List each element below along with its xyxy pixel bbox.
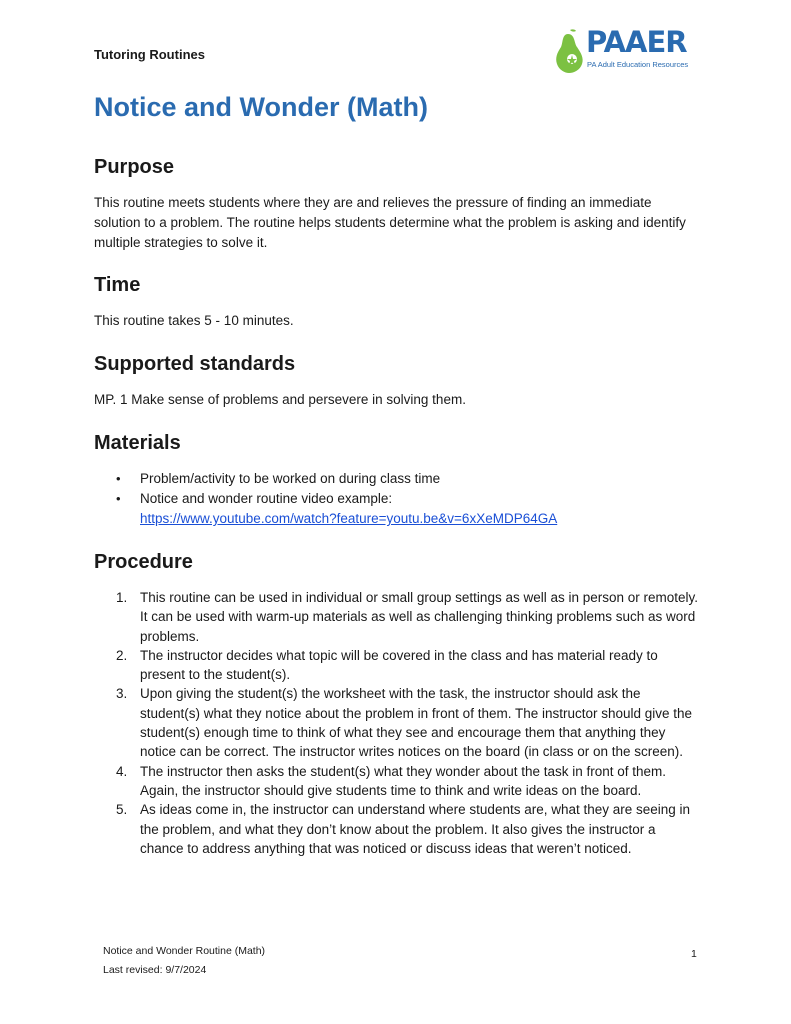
page-footer (103, 942, 265, 980)
step-number: 3. (116, 686, 128, 702)
logo-subtitle: PA Adult Education Resources (587, 60, 689, 69)
list-item (94, 800, 699, 858)
step-text: The instructor decides what topic will be covered in the class and has material ready to present to the student(s). (140, 647, 658, 683)
list-item (94, 646, 699, 685)
footer-revised-date: Last revised: 9/7/2024 (103, 964, 207, 976)
standards-heading: Supported standards (94, 353, 296, 375)
list-item (94, 469, 699, 489)
logo-wordmark: PAAER (586, 25, 687, 59)
list-item (94, 762, 699, 801)
bullet-icon: • (116, 491, 121, 506)
materials-heading: Materials (94, 432, 181, 454)
material-item-text: Problem/activity to be worked on during class time (140, 471, 441, 486)
standards-text: MP. 1 Make sense of problems and persevere in solving them. (94, 392, 466, 407)
procedure-list (94, 588, 699, 858)
step-number: 2. (116, 647, 128, 663)
page-number: 1 (691, 948, 697, 960)
bullet-icon: • (116, 471, 121, 486)
list-item (94, 489, 699, 529)
step-text: This routine can be used in individual or small group settings as well as in person or remotely. It can be used with warm-up materials as well as challenging thinking problems such as word problems. (140, 590, 699, 644)
materials-list (94, 469, 699, 529)
procedure-heading: Procedure (94, 551, 193, 573)
step-text: Upon giving the student(s) the worksheet with the task, the instructor should ask the student(s) what they notice about the problem in front of them. The instructor should give the student(s) enough time to think of what they see and encourage them that anything they notice can be correct. The instructor writes notices on the board (in class or on the screen). (140, 686, 693, 760)
pear-icon (553, 28, 585, 74)
purpose-text: This routine meets students where they are and relieves the pressure of finding an immediate solution to a problem. The routine helps students determine what the problem is asking and identify multiple strategies to solve it. (94, 195, 686, 250)
list-item (94, 588, 699, 646)
time-heading: Time (94, 274, 141, 296)
video-link[interactable]: https://www.youtube.com/watch?feature=youtu.be&v=6xXeMDP64GA (140, 511, 558, 526)
time-text: This routine takes 5 - 10 minutes. (94, 313, 294, 328)
step-text: As ideas come in, the instructor can understand where students are, what they are seeing in the problem, and what they don’t know about the problem. It also gives the instructor a chance to address anything that was noticed or discuss ideas that weren’t noticed. (140, 802, 691, 856)
page-title: Notice and Wonder (Math) (94, 92, 428, 122)
step-number: 5. (116, 802, 128, 818)
running-header: Tutoring Routines (94, 47, 205, 62)
paaer-logo (553, 25, 703, 74)
purpose-heading: Purpose (94, 156, 175, 178)
list-item (94, 684, 699, 761)
footer-doc-name: Notice and Wonder Routine (Math) (103, 945, 266, 957)
material-item-text: Notice and wonder routine video example: (140, 491, 393, 506)
step-number: 4. (116, 763, 128, 779)
step-number: 1. (116, 590, 128, 605)
step-text: The instructor then asks the student(s) what they wonder about the task in front of them. Again, the instructor should give students time to think and write ideas on the board. (140, 763, 667, 798)
